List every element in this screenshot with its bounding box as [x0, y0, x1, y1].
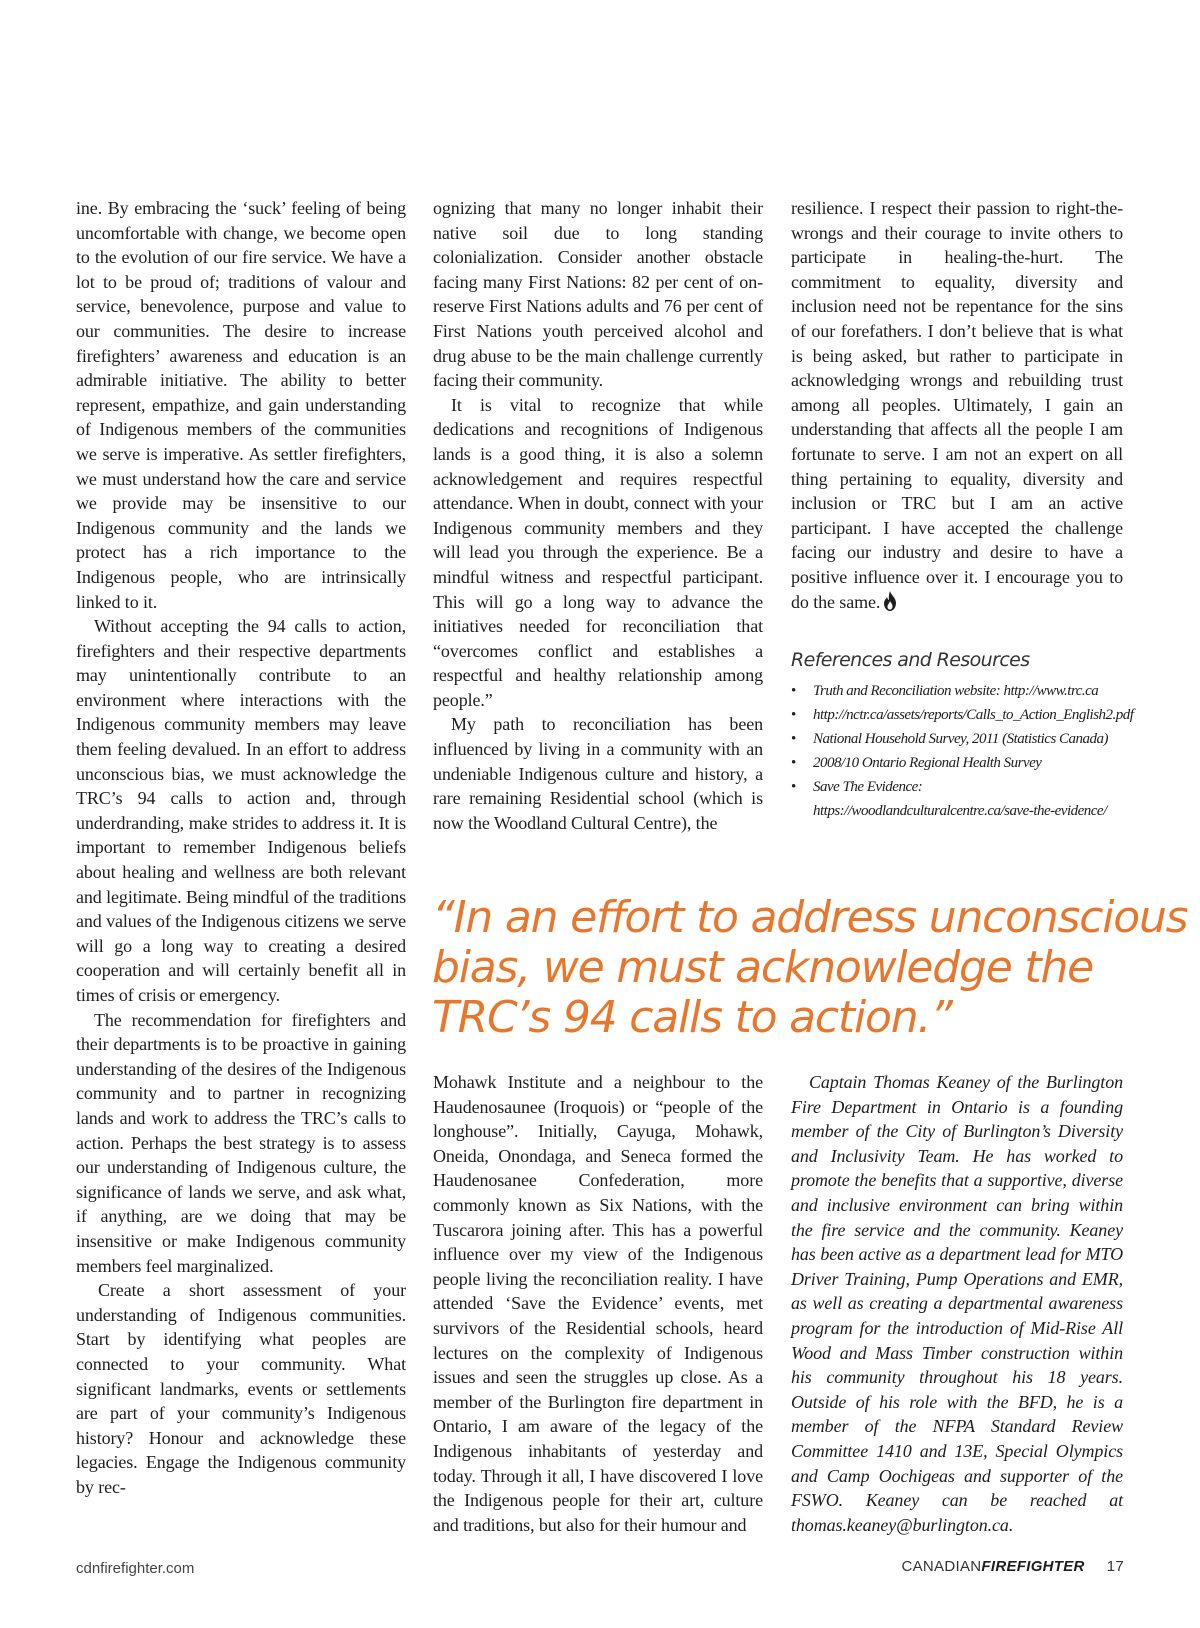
article-column-1 — [76, 196, 406, 1499]
reference-item: • 2008/10 Ontario Regional Health Survey — [791, 751, 1123, 775]
paragraph: The recommendation for firefighters and their departments is to be proactive in gaining understanding of the desires of the Indigenous community and to partner in recognizing lands and work to address the TRC’s calls to action. Perhaps the best strategy is to assess our understanding of Indigenous culture, the significance of lands we serve, and ask what, if anything, are we doing that may be insensitive or make Indigenous community members feel marginalized. — [76, 1009, 406, 1276]
flame-icon — [882, 591, 898, 611]
reference-item: • Save The Evidence: https://woodlandculturalcentre.ca/save-the-evidence/ — [791, 775, 1123, 823]
paragraph: Create a short assessment of your understanding of Indigenous communities. Start by identifying what peoples are connected to your community. What significant landmarks, events or settlements are part of your community’s Indigenous history? Honour and acknowledge these legacies. Engage the Indigenous community by rec- — [76, 1280, 406, 1497]
pull-quote-line: bias, we must acknowledge the — [432, 942, 1094, 993]
paragraph-text: resilience. I respect their passion to right-the-wrongs and their courage to invite others to participate in healing-the-hurt. The commitment to equality, diversity and inclusion need not be repentance for the sins of our forefathers. I don’t believe that is what is being asked, but rather to participate in acknowledging wrongs and rebuilding trust among all peoples. Ultimately, I gain an understanding that affects all the people I am fortunate to serve. I am not an expert on all thing pertaining to equality, diversity and inclusion or TRC but I am an active participant. I have accepted the challenge facing our industry and desire to have a positive influence over it. I encourage you to do the same. — [791, 198, 1123, 612]
reference-item: • http://nctr.ca/assets/reports/Calls_to_Action_English2.pdf — [791, 703, 1123, 727]
page-number: 17 — [1106, 1558, 1124, 1575]
footer-brand — [901, 1558, 1124, 1575]
pull-quote-line: “In an effort to address unconscious — [432, 892, 1188, 943]
brand-bold: FIREFIGHTER — [981, 1558, 1085, 1575]
pull-quote — [432, 893, 1192, 1043]
article-column-2-top — [433, 196, 763, 835]
article-column-3-top — [791, 196, 1134, 823]
paragraph: ine. By embracing the ‘suck’ feeling of being uncomfortable with change, we become open to the evolution of our fire service. We have a lot to be proud of; traditions of valour and service, benevolence, purpose and value to our communities. The desire to increase firefighters’ awareness and education is an admirable initiative. The ability to better represent, empathize, and gain understanding of Indigenous members of the communities we serve is imperative. As settler firefighters, we must understand how the care and service we provide may be insensitive to our Indigenous community and the lands we protect has a rich importance to the Indigenous people, who are intrinsically linked to it. — [76, 198, 406, 612]
references-heading: References and Resources — [791, 649, 1030, 672]
paragraph: Without accepting the 94 calls to action, firefighters and their respective departments may unintentionally contribute to an environment where interactions with the Indigenous community members may leave them feeling devalued. In an effort to address unconscious bias, we must acknowledge the TRC’s 94 calls to action and, through underdranding, make strides to address it. It is important to remember Indigenous beliefs about healing and wellness are both relevant and legitimate. Being mindful of the traditions and values of the Indigenous citizens we serve will go a long way to creating a desired cooperation and will certainly benefit all in times of crisis or emergency. — [76, 616, 406, 1005]
references-list — [791, 679, 1134, 823]
reference-item: • National Household Survey, 2011 (Statistics Canada) — [791, 727, 1123, 751]
pull-quote-line: TRC’s 94 calls to action.” — [432, 992, 952, 1043]
reference-item: • Truth and Reconciliation website: http://www.trc.ca — [791, 679, 1123, 703]
paragraph: ognizing that many no longer inhabit their native soil due to long standing colonialization. Consider another obstacle facing many First Nations: 82 per cent of on-reserve First Nations adults and 76 per cent of First Nations youth perceived alcohol and drug abuse to be the main challenge currently facing their community. — [433, 198, 763, 391]
closing-paragraph — [791, 196, 1123, 614]
paragraph: My path to reconciliation has been influenced by living in a community with an undeniable Indigenous culture and history, a rare remaining Residential school (which is now the Woodland Cultural Centre), the — [433, 714, 763, 833]
paragraph: Mohawk Institute and a neighbour to the Haudenosaunee (Iroquois) or “people of the longhouse”. Initially, Cayuga, Mohawk, Oneida, Onondaga, and Seneca formed the Haudenosanee Confederation, more commonly known as Six Nations, with the Tuscarora joining after. This has a powerful influence over my view of the Indigenous people living the reconciliation reality. I have attended ‘Save the Evidence’ events, met survivors of the Residential schools, heard lectures on the complexity of Indigenous issues and seen the struggles up close. As a member of the Burlington fire department in Ontario, I am aware of the legacy of the Indigenous inhabitants of yesterday and today. Through it all, I have discovered I love the Indigenous people for their art, culture and traditions, but also for their humour and — [433, 1072, 763, 1535]
author-bio — [791, 1070, 1123, 1537]
paragraph: It is vital to recognize that while dedications and recognitions of Indigenous lands is a good thing, it is also a solemn acknowledgement and requires respectful attendance. When in doubt, connect with your Indigenous community members and they will lead you through the experience. Be a mindful witness and respectful participant. This will go a long way to advance the initiatives needed for reconciliation that “overcomes conflict and establishes a respectful and healthy relationship among people.” — [433, 394, 763, 710]
brand-light: CANADIAN — [901, 1558, 982, 1575]
article-column-2-bottom — [433, 1070, 763, 1537]
footer-website: cdnfirefighter.com — [76, 1560, 195, 1577]
author-bio-text: Captain Thomas Keaney of the Burlington Fire Department in Ontario is a founding member of the City of Burlington’s Diversity and Inclusivity Team. He has worked to promote the benefits that a supportive, diverse and inclusive environment can bring within the fire service and the community. Keaney has been active as a department lead for MTO Driver Training, Pump Operations and EMR, as well as creating a departmental awareness program for the introduction of Mid-Rise All Wood and Mass Timber construction within his community throughout his 18 years. Outside of his role with the BFD, he is a member of the NFPA Standard Review Committee 1410 and 13E, Special Olympics and Camp Oochigeas and supporter of the FSWO. Keaney can be reached at thomas.keaney@burlington.ca. — [791, 1072, 1123, 1535]
